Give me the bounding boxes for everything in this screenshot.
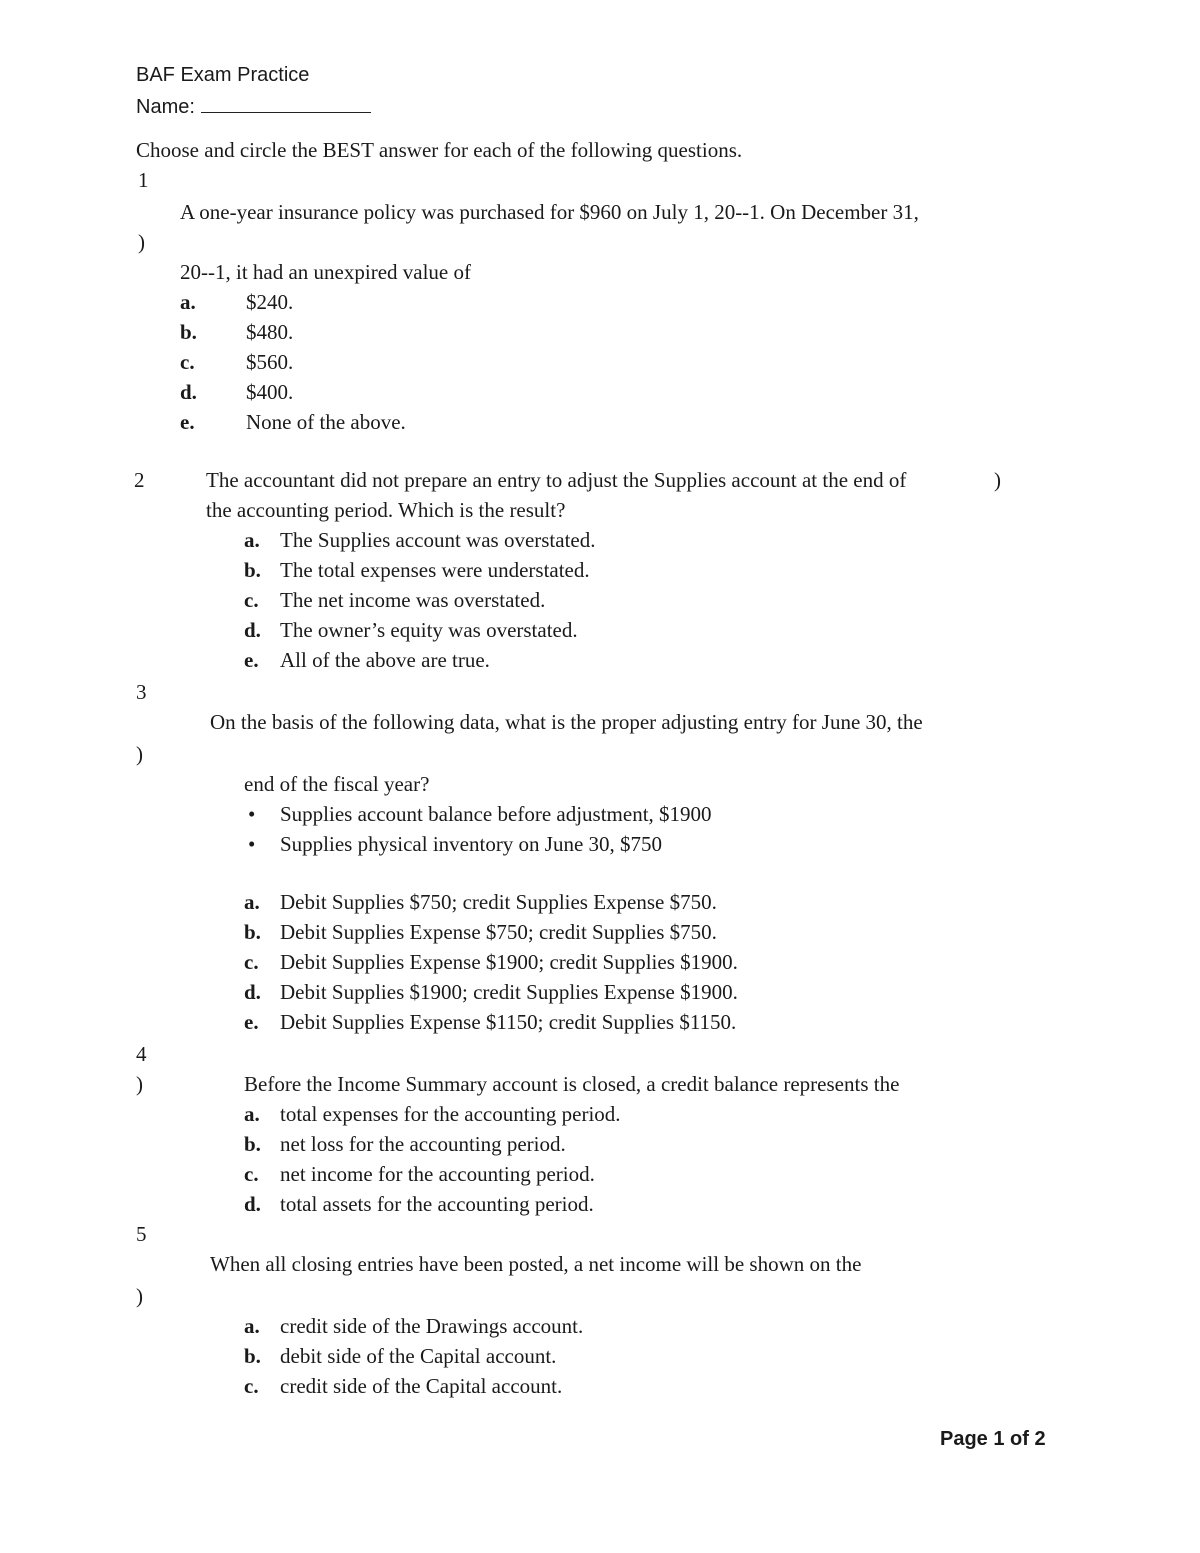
option-letter: c. (244, 1162, 259, 1186)
option-text: The Supplies account was overstated. (280, 528, 596, 552)
question-number: 4 (136, 1042, 147, 1066)
option-text: total expenses for the accounting period. (280, 1102, 621, 1126)
option-text: None of the above. (246, 410, 406, 434)
question-number: 5 (136, 1222, 147, 1246)
option-letter: c. (180, 350, 195, 374)
option-letter: b. (244, 558, 261, 582)
option-text: The total expenses were understated. (280, 558, 590, 582)
bullet-text: Supplies account balance before adjustment, $1900 (280, 802, 712, 826)
question-number: 1 (138, 168, 149, 192)
question-paren: ) (994, 468, 1001, 492)
question-stem: Before the Income Summary account is closed, a credit balance represents the (244, 1072, 900, 1096)
name-blank-line (201, 92, 371, 113)
question-stem: The accountant did not prepare an entry to adjust the Supplies account at the end of (206, 468, 907, 492)
question-stem-continued: the accounting period. Which is the result? (206, 498, 566, 522)
bullet-icon: • (248, 832, 256, 856)
option-text: net income for the accounting period. (280, 1162, 595, 1186)
question-stem: On the basis of the following data, what is the proper adjusting entry for June 30, the (210, 710, 923, 734)
option-text: net loss for the accounting period. (280, 1132, 566, 1156)
option-letter: b. (244, 920, 261, 944)
question-stem: A one-year insurance policy was purchased for $960 on July 1, 20--1. On December 31, (180, 200, 919, 224)
document-title: BAF Exam Practice (136, 64, 310, 86)
question-paren: ) (136, 1284, 143, 1308)
question-number: 3 (136, 680, 147, 704)
option-letter: b. (180, 320, 197, 344)
option-text: Debit Supplies Expense $750; credit Supplies $750. (280, 920, 717, 944)
option-letter: d. (244, 1192, 261, 1216)
option-letter: c. (244, 1374, 259, 1398)
option-letter: e. (180, 410, 195, 434)
option-letter: c. (244, 950, 259, 974)
option-text: total assets for the accounting period. (280, 1192, 594, 1216)
question-paren: ) (138, 230, 145, 254)
question-paren: ) (136, 1072, 143, 1096)
page-number: Page 1 of 2 (940, 1428, 1046, 1450)
bullet-icon: • (248, 802, 256, 826)
question-stem: When all closing entries have been posted, a net income will be shown on the (210, 1252, 862, 1276)
option-text: $480. (246, 320, 294, 344)
option-text: Debit Supplies Expense $1900; credit Supplies $1900. (280, 950, 738, 974)
option-letter: d. (244, 980, 261, 1004)
option-letter: a. (244, 1102, 260, 1126)
bullet-text: Supplies physical inventory on June 30, $750 (280, 832, 663, 856)
option-text: debit side of the Capital account. (280, 1344, 557, 1368)
option-letter: e. (244, 1010, 259, 1034)
option-letter: a. (244, 528, 260, 552)
option-letter: d. (244, 618, 261, 642)
option-text: credit side of the Drawings account. (280, 1314, 584, 1338)
question-stem-continued: end of the fiscal year? (244, 772, 430, 796)
option-text: $240. (246, 290, 294, 314)
option-letter: d. (180, 380, 197, 404)
instructions: Choose and circle the BEST answer for each of the following questions. (136, 138, 743, 162)
option-letter: c. (244, 588, 259, 612)
option-letter: e. (244, 648, 259, 672)
option-text: Debit Supplies Expense $1150; credit Supplies $1150. (280, 1010, 737, 1034)
name-label: Name: (136, 96, 195, 118)
option-text: All of the above are true. (280, 648, 490, 672)
option-text: Debit Supplies $1900; credit Supplies Expense $1900. (280, 980, 738, 1004)
option-letter: a. (244, 1314, 260, 1338)
option-letter: b. (244, 1344, 261, 1368)
option-text: Debit Supplies $750; credit Supplies Expense $750. (280, 890, 717, 914)
question-paren: ) (136, 742, 143, 766)
question-number: 2 (134, 468, 145, 492)
option-letter: b. (244, 1132, 261, 1156)
option-text: credit side of the Capital account. (280, 1374, 563, 1398)
option-text: The owner’s equity was overstated. (280, 618, 578, 642)
option-text: $560. (246, 350, 294, 374)
option-text: The net income was overstated. (280, 588, 546, 612)
option-text: $400. (246, 380, 294, 404)
question-stem-continued: 20--1, it had an unexpired value of (180, 260, 471, 284)
option-letter: a. (244, 890, 260, 914)
name-field (136, 92, 371, 119)
option-letter: a. (180, 290, 196, 314)
